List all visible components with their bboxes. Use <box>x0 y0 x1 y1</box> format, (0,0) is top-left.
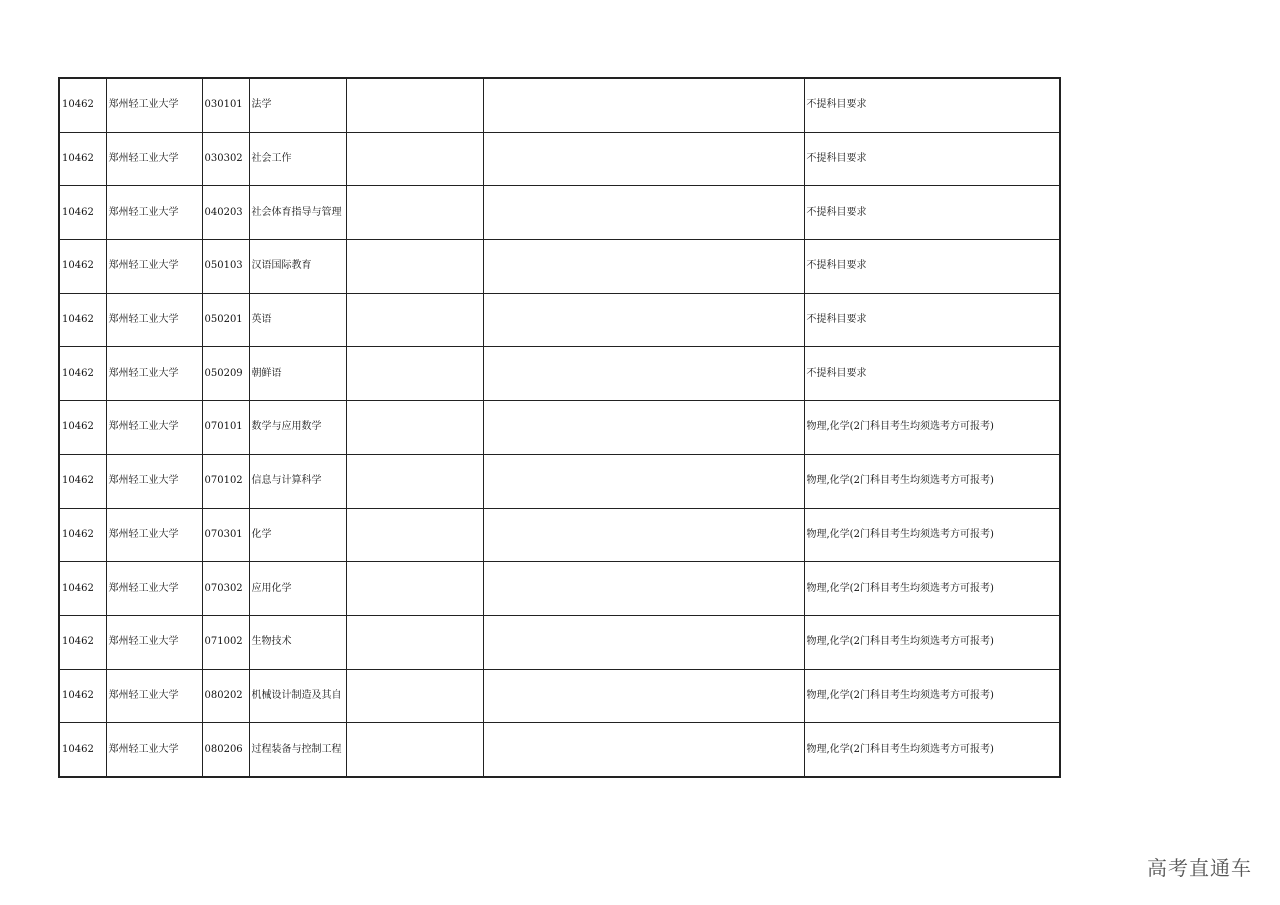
major-code-cell: 070102 <box>202 454 249 508</box>
blank-cell <box>346 723 483 777</box>
major-name-cell: 机械设计制造及其自 <box>249 669 346 723</box>
table-row <box>59 562 1060 616</box>
major-name-cell: 应用化学 <box>249 562 346 616</box>
major-code-cell: 040203 <box>202 186 249 240</box>
blank-cell <box>483 723 804 777</box>
major-code-cell: 080206 <box>202 723 249 777</box>
school-name-cell: 郑州轻工业大学 <box>106 401 202 455</box>
subject-requirement-cell: 物理,化学(2门科目考生均须选考方可报考) <box>804 454 1060 508</box>
blank-cell <box>346 347 483 401</box>
table-row <box>59 132 1060 186</box>
school-code-cell: 10462 <box>59 669 106 723</box>
school-code-cell: 10462 <box>59 562 106 616</box>
blank-cell <box>483 240 804 294</box>
table-row <box>59 401 1060 455</box>
blank-cell <box>346 401 483 455</box>
subject-requirement-cell: 物理,化学(2门科目考生均须选考方可报考) <box>804 401 1060 455</box>
blank-cell <box>346 78 483 132</box>
school-code-cell: 10462 <box>59 723 106 777</box>
school-name-cell: 郑州轻工业大学 <box>106 240 202 294</box>
school-code-cell: 10462 <box>59 508 106 562</box>
school-code-cell: 10462 <box>59 293 106 347</box>
major-name-cell: 法学 <box>249 78 346 132</box>
major-code-cell: 050201 <box>202 293 249 347</box>
school-name-cell: 郑州轻工业大学 <box>106 132 202 186</box>
subject-requirement-cell: 不提科目要求 <box>804 132 1060 186</box>
blank-cell <box>346 562 483 616</box>
blank-cell <box>346 454 483 508</box>
school-name-cell: 郑州轻工业大学 <box>106 186 202 240</box>
subject-requirement-cell: 不提科目要求 <box>804 240 1060 294</box>
table-row <box>59 347 1060 401</box>
blank-cell <box>483 401 804 455</box>
school-name-cell: 郑州轻工业大学 <box>106 669 202 723</box>
major-name-cell: 汉语国际教育 <box>249 240 346 294</box>
subject-requirement-cell: 不提科目要求 <box>804 293 1060 347</box>
school-name-cell: 郑州轻工业大学 <box>106 508 202 562</box>
blank-cell <box>483 293 804 347</box>
table-row <box>59 240 1060 294</box>
table-row <box>59 293 1060 347</box>
blank-cell <box>483 615 804 669</box>
table-row <box>59 78 1060 132</box>
school-name-cell: 郑州轻工业大学 <box>106 562 202 616</box>
blank-cell <box>483 78 804 132</box>
major-name-cell: 社会体育指导与管理 <box>249 186 346 240</box>
school-name-cell: 郑州轻工业大学 <box>106 454 202 508</box>
major-name-cell: 英语 <box>249 293 346 347</box>
major-name-cell: 生物技术 <box>249 615 346 669</box>
school-name-cell: 郑州轻工业大学 <box>106 78 202 132</box>
school-code-cell: 10462 <box>59 347 106 401</box>
school-name-cell: 郑州轻工业大学 <box>106 347 202 401</box>
major-code-cell: 070302 <box>202 562 249 616</box>
blank-cell <box>483 669 804 723</box>
blank-cell <box>483 562 804 616</box>
major-code-cell: 030101 <box>202 78 249 132</box>
school-code-cell: 10462 <box>59 454 106 508</box>
major-code-cell: 030302 <box>202 132 249 186</box>
table-row <box>59 508 1060 562</box>
blank-cell <box>483 347 804 401</box>
table-row <box>59 615 1060 669</box>
blank-cell <box>346 293 483 347</box>
table-row <box>59 186 1060 240</box>
watermark-text: 高考直通车 <box>1147 856 1252 880</box>
blank-cell <box>483 454 804 508</box>
blank-cell <box>346 669 483 723</box>
subject-requirement-cell: 不提科目要求 <box>804 78 1060 132</box>
blank-cell <box>346 615 483 669</box>
subject-requirement-cell: 物理,化学(2门科目考生均须选考方可报考) <box>804 669 1060 723</box>
subject-requirements-table <box>58 77 1061 778</box>
major-code-cell: 080202 <box>202 669 249 723</box>
school-code-cell: 10462 <box>59 615 106 669</box>
blank-cell <box>346 132 483 186</box>
school-name-cell: 郑州轻工业大学 <box>106 615 202 669</box>
school-name-cell: 郑州轻工业大学 <box>106 293 202 347</box>
blank-cell <box>483 186 804 240</box>
school-code-cell: 10462 <box>59 401 106 455</box>
blank-cell <box>346 508 483 562</box>
major-name-cell: 朝鲜语 <box>249 347 346 401</box>
major-name-cell: 社会工作 <box>249 132 346 186</box>
major-name-cell: 信息与计算科学 <box>249 454 346 508</box>
subject-requirement-cell: 物理,化学(2门科目考生均须选考方可报考) <box>804 723 1060 777</box>
major-code-cell: 070101 <box>202 401 249 455</box>
table-row <box>59 454 1060 508</box>
subject-requirement-cell: 物理,化学(2门科目考生均须选考方可报考) <box>804 562 1060 616</box>
school-name-cell: 郑州轻工业大学 <box>106 723 202 777</box>
major-name-cell: 化学 <box>249 508 346 562</box>
blank-cell <box>483 132 804 186</box>
school-code-cell: 10462 <box>59 186 106 240</box>
subject-requirement-cell: 不提科目要求 <box>804 347 1060 401</box>
subject-requirement-cell: 不提科目要求 <box>804 186 1060 240</box>
table-row <box>59 723 1060 777</box>
school-code-cell: 10462 <box>59 240 106 294</box>
major-code-cell: 070301 <box>202 508 249 562</box>
major-code-cell: 050209 <box>202 347 249 401</box>
major-name-cell: 过程装备与控制工程 <box>249 723 346 777</box>
subject-requirement-cell: 物理,化学(2门科目考生均须选考方可报考) <box>804 615 1060 669</box>
blank-cell <box>483 508 804 562</box>
blank-cell <box>346 240 483 294</box>
school-code-cell: 10462 <box>59 132 106 186</box>
table-body <box>59 78 1060 777</box>
major-code-cell: 050103 <box>202 240 249 294</box>
school-code-cell: 10462 <box>59 78 106 132</box>
subject-requirement-cell: 物理,化学(2门科目考生均须选考方可报考) <box>804 508 1060 562</box>
major-name-cell: 数学与应用数学 <box>249 401 346 455</box>
table-row <box>59 669 1060 723</box>
major-code-cell: 071002 <box>202 615 249 669</box>
blank-cell <box>346 186 483 240</box>
